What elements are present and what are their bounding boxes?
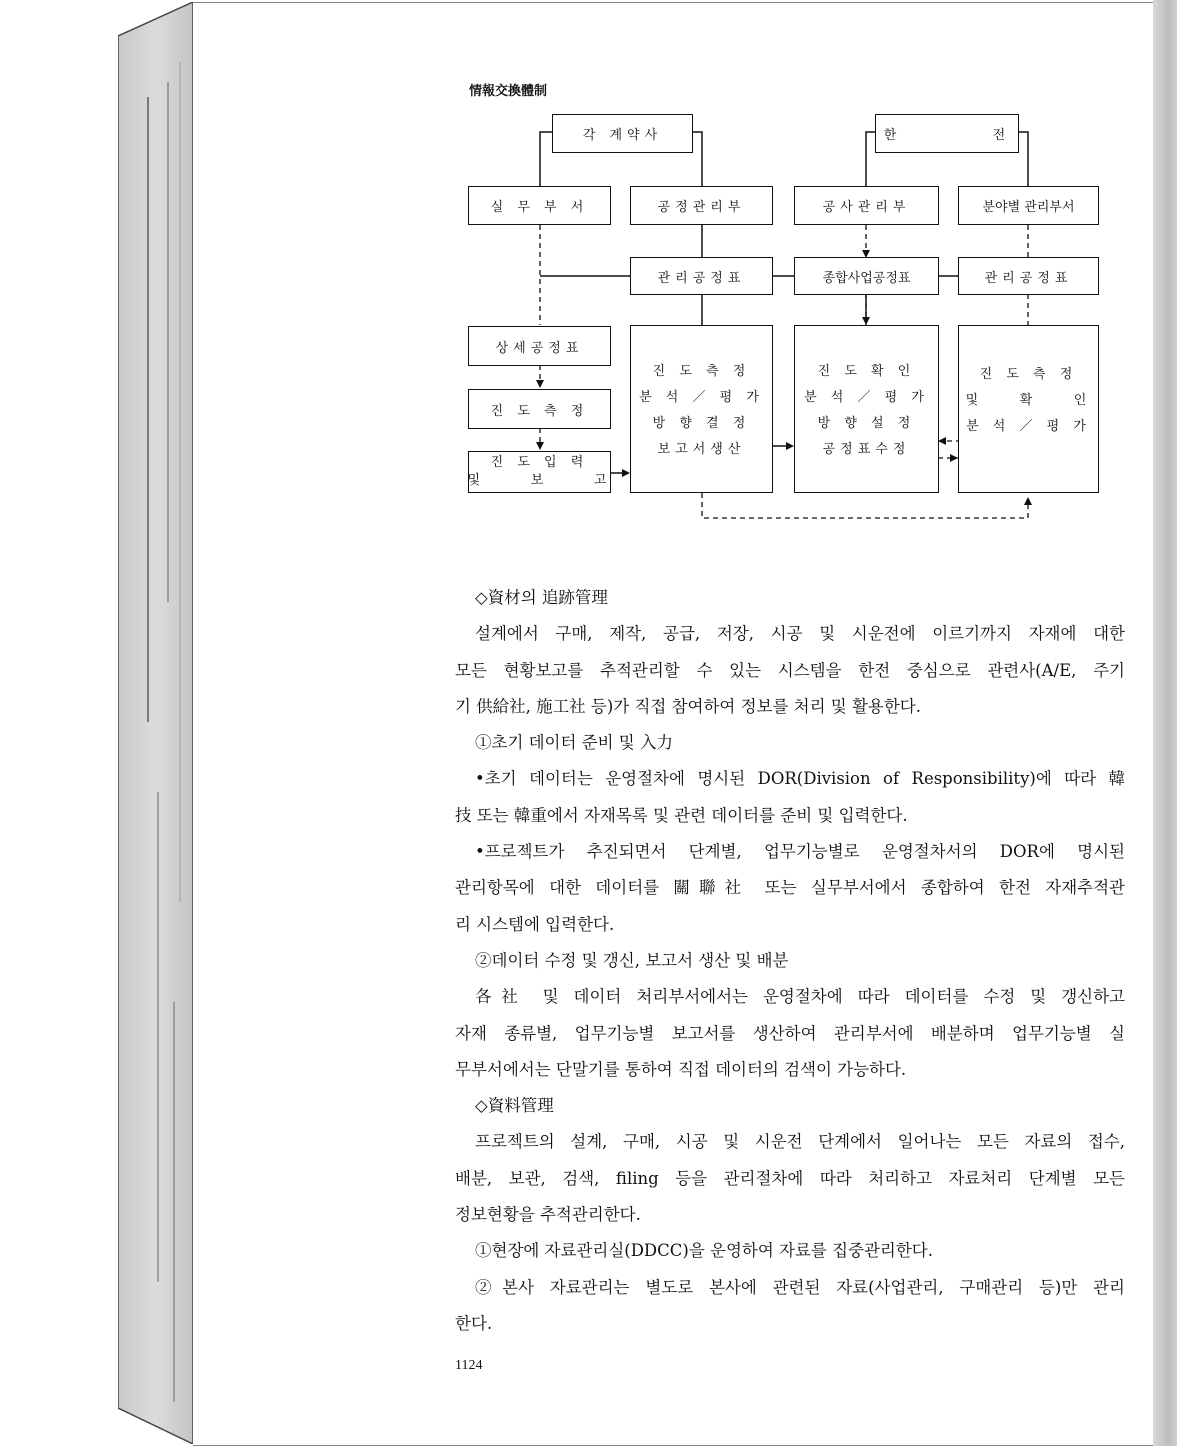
box-working-dept: 실 무 부 서	[468, 186, 611, 225]
text-line: 자재 종류별, 업무기능별 보고서를 생산하여 관리부서에 배분하며 업무기능별 실	[455, 1023, 1125, 1043]
box-contractors: 각 계약사	[552, 114, 693, 153]
text-line: 관리항목에 대한 데이터를 關聯社 또는 실무부서에서 종합하여 한전 자재추적관	[455, 878, 1125, 898]
center-left-line2: 분 석 ／ 평 가	[639, 390, 764, 405]
center-right-line1: 진 도 확 인	[817, 364, 916, 379]
box-mgmt-schedule-left: 관리공정표	[630, 257, 773, 295]
box-center-left	[630, 325, 773, 493]
box-progress-input	[468, 451, 611, 493]
box-progress-input-line2: 및 보 고	[467, 473, 612, 488]
box-schedule-dept: 공정관리부	[630, 186, 773, 225]
center-right-line3: 방 향 설 정	[817, 416, 916, 431]
heading-materials-tracking: ◇資材의 追跡管理	[475, 588, 608, 607]
text-line: •초기 데이터는 운영절차에 명시된 DOR(Division of Responsibility)에 따라 韓	[475, 769, 1125, 789]
body-text	[455, 580, 1125, 1342]
text-line: 各社 및 데이터 처리부서에서는 운영절차에 따라 데이터를 수정 및 갱신하고	[475, 987, 1125, 1007]
heading-document-management: ◇資料管理	[475, 1096, 554, 1116]
box-construction-dept: 공사관리부	[794, 186, 939, 225]
text-line: 모든 현황보고를 추적관리할 수 있는 시스템을 한전 중심으로 관련사(A/E, 주기	[455, 660, 1125, 680]
center-left-line1: 진 도 측 정	[652, 364, 751, 379]
box-mgmt-schedule-right: 관리공정표	[958, 257, 1099, 295]
text-line: •프로젝트가 추진되면서 단계별, 업무기능별로 운영절차서의 DOR에 명시된	[475, 842, 1125, 862]
text-line: 배분, 보관, 검색, filing 등을 관리절차에 따라 처리하고 자료처리 단계별 모든	[455, 1168, 1125, 1188]
box-center-right	[794, 325, 939, 493]
text-line: 프로젝트의 설계, 구매, 시공 및 시운전 단계에서 일어나는 모든 자료의 접수,	[475, 1132, 1125, 1152]
box-detail-schedule: 상세공정표	[468, 326, 611, 366]
text-line: 무부서에서는 단말기를 통하여 직접 데이터의 검색이 가능하다.	[455, 1059, 907, 1079]
box-right	[958, 325, 1099, 493]
book-edge	[118, 2, 194, 1444]
center-right-line4: 공정표수정	[822, 442, 911, 457]
box-kepco: 한 전	[875, 114, 1019, 153]
diagram-title: 情報交換體制	[469, 84, 548, 99]
subheading-initial-data: ①초기 데이터 준비 및 入力	[475, 733, 673, 753]
center-left-line4: 보고서생산	[657, 442, 746, 457]
box-progress-measure: 진 도 측 정	[468, 389, 611, 429]
box-progress-input-line1: 진 도 입 력	[490, 455, 589, 470]
right-box-line3: 분 석 ／ 평 가	[966, 419, 1091, 434]
text-line: ①현장에 자료관리실(DDCC)을 운영하여 자료를 집중관리한다.	[475, 1241, 933, 1261]
text-line: 설계에서 구매, 제작, 공급, 저장, 시공 및 시운전에 이르기까지 자재에 대한	[475, 624, 1125, 644]
text-line: 技 또는 韓重에서 자재목록 및 관련 데이터를 준비 및 입력한다.	[455, 805, 908, 825]
text-line: ②본사 자료관리는 별도로 본사에 관련된 자료(사업관리, 구매관리 등)만 관리	[475, 1277, 1125, 1297]
text-line: 한다.	[455, 1313, 493, 1333]
box-field-dept: 분야별 관리부서	[958, 186, 1099, 225]
right-box-line1: 진 도 측 정	[979, 367, 1078, 382]
center-right-line2: 분 석 ／ 평 가	[804, 390, 929, 405]
text-line: 리 시스템에 입력한다.	[455, 914, 615, 934]
page-curl-shadow	[1153, 0, 1177, 1446]
box-integrated-schedule: 종합사업공정표	[794, 257, 939, 295]
right-box-line2: 및 확 인	[965, 393, 1092, 408]
text-line: 정보현황을 추적관리한다.	[455, 1205, 641, 1225]
center-left-line3: 방 향 결 정	[652, 416, 751, 431]
subheading-data-update: ②데이터 수정 및 갱신, 보고서 생산 및 배분	[475, 950, 789, 970]
page-number: 1124	[455, 1358, 483, 1373]
text-line: 기 供給社, 施工社 등)가 직접 참여하여 정보를 처리 및 활용한다.	[455, 696, 921, 716]
